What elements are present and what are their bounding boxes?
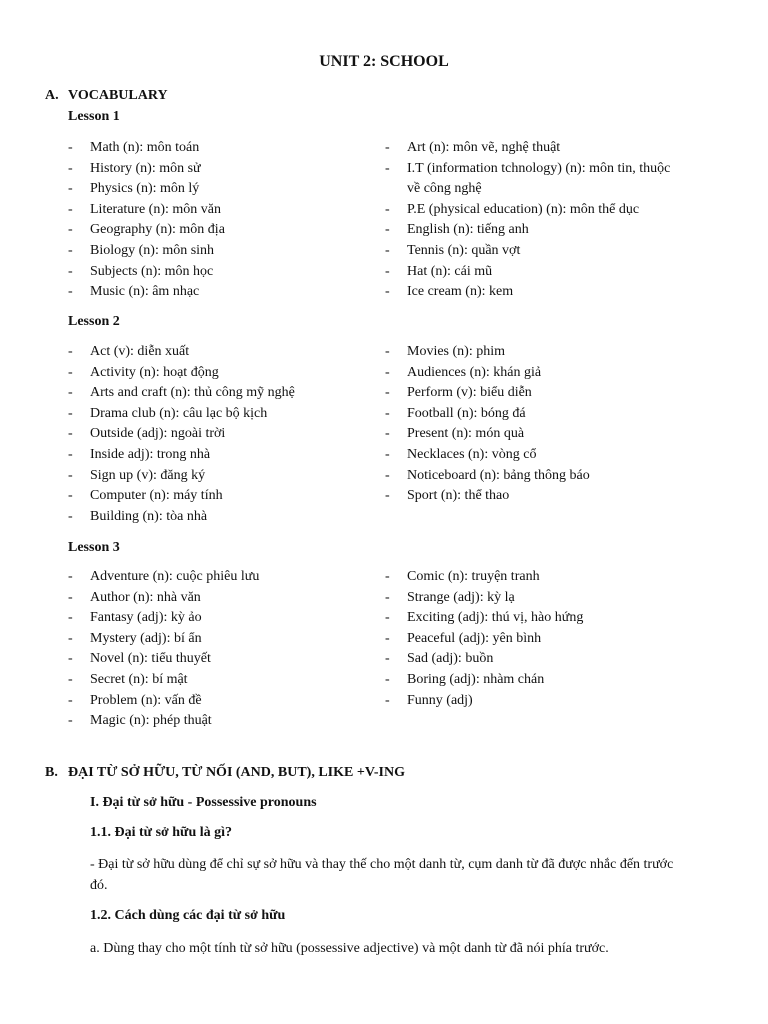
lesson-1-left-list <box>68 138 368 303</box>
list-item: - Football (n): bóng đá <box>385 405 526 421</box>
definition-paragraph: - Đại từ sở hữu dùng để chỉ sự sở hữu và thay thế cho một danh từ, cụm danh từ đã được nhắc đến trước đó. <box>90 857 674 893</box>
list-item: - Tennis (n): quần vợt <box>385 242 521 258</box>
lesson-3-right-list <box>385 567 685 711</box>
list-item: - Inside adj): trong nhà <box>68 446 211 462</box>
section-a-letter: A. <box>45 88 59 103</box>
list-item: - Funny (adj) <box>385 692 473 708</box>
list-item: - Sport (n): thể thao <box>385 488 510 504</box>
list-item: - Present (n): món quà <box>385 426 525 442</box>
list-item: - Drama club (n): câu lạc bộ kịch <box>68 405 268 421</box>
document-title: UNIT 2: SCHOOL <box>319 53 449 70</box>
list-item: - Exciting (adj): thú vị, hào hứng <box>385 610 584 626</box>
lesson-2-label: Lesson 2 <box>68 314 120 329</box>
list-item: - Fantasy (adj): kỳ ảo <box>68 610 202 626</box>
section-b-title: ĐẠI TỪ SỞ HỮU, TỪ NỐI (AND, BUT), LIKE +V-ING <box>68 765 406 780</box>
list-item: - Audiences (n): khán giả <box>385 364 542 380</box>
list-item: - Comic (n): truyện tranh <box>385 569 540 584</box>
list-item: - English (n): tiếng anh <box>385 222 529 238</box>
usage-paragraph: a. Dùng thay cho một tính từ sở hữu (possessive adjective) và một danh từ đã nói phía trước. <box>90 941 609 956</box>
list-item: - Novel (n): tiểu thuyết <box>68 651 211 667</box>
lesson-3-left-list <box>68 567 368 732</box>
list-item: - Magic (n): phép thuật <box>68 713 212 729</box>
list-item: - P.E (physical education) (n): môn thể dục <box>385 201 640 217</box>
lesson-3-label: Lesson 3 <box>68 540 120 555</box>
list-item: - Movies (n): phim <box>385 344 505 359</box>
list-item: - Boring (adj): nhàm chán <box>385 671 545 687</box>
list-item: - Outside (adj): ngoài trời <box>68 426 226 442</box>
list-item: - Author (n): nhà văn <box>68 589 201 605</box>
list-item: - Building (n): tòa nhà <box>68 508 208 524</box>
list-item: - Math (n): môn toán <box>68 140 200 155</box>
list-item: - Arts and craft (n): thủ công mỹ nghệ <box>68 385 295 401</box>
list-item: - Geography (n): môn địa <box>68 222 225 238</box>
section-a-title: VOCABULARY <box>68 88 168 103</box>
list-item: - Noticeboard (n): bảng thông báo <box>385 467 590 483</box>
lesson-2-left-list <box>68 342 368 527</box>
section-b-letter: B. <box>45 765 58 780</box>
list-item: - Computer (n): máy tính <box>68 488 223 504</box>
lesson-1-right-list <box>385 138 685 303</box>
list-item: - Act (v): diễn xuất <box>68 344 190 359</box>
list-item: - Adventure (n): cuộc phiêu lưu <box>68 569 260 584</box>
section-a-heading <box>45 88 168 104</box>
list-item: - History (n): môn sử <box>68 160 201 176</box>
section-b-heading <box>45 765 405 781</box>
list-item: - Sign up (v): đăng ký <box>68 467 206 483</box>
list-item: - Strange (adj): kỳ lạ <box>385 589 515 605</box>
list-item: - Peaceful (adj): yên bình <box>385 630 542 646</box>
list-item: - Art (n): môn vẽ, nghệ thuật <box>385 140 561 155</box>
possessive-pronouns-heading: I. Đại từ sở hữu - Possessive pronouns <box>90 795 317 810</box>
list-item: - Secret (n): bí mật <box>68 671 188 687</box>
list-item: - Problem (n): vấn đề <box>68 692 202 708</box>
list-item: - I.T (information tchnology) (n): môn tin, thuộc về công nghệ <box>385 160 671 197</box>
usage-heading: 1.2. Cách dùng các đại từ sở hữu <box>90 908 286 923</box>
list-item: - Mystery (adj): bí ẩn <box>68 630 202 646</box>
list-item: - Perform (v): biểu diễn <box>385 385 532 401</box>
list-item: - Music (n): âm nhạc <box>68 284 200 300</box>
list-item: - Sad (adj): buồn <box>385 651 494 667</box>
list-item: - Biology (n): môn sinh <box>68 242 215 258</box>
list-item: - Literature (n): môn văn <box>68 201 222 217</box>
list-item: - Physics (n): môn lý <box>68 181 200 197</box>
lesson-1-label: Lesson 1 <box>68 109 120 124</box>
list-item: - Activity (n): hoạt động <box>68 364 219 380</box>
lesson-2-right-list <box>385 342 685 507</box>
list-item: - Subjects (n): môn học <box>68 263 214 279</box>
list-item: - Ice cream (n): kem <box>385 284 514 300</box>
definition-heading: 1.1. Đại từ sở hữu là gì? <box>90 825 233 840</box>
list-item: - Hat (n): cái mũ <box>385 263 493 279</box>
list-item: - Necklaces (n): vòng cổ <box>385 446 537 462</box>
